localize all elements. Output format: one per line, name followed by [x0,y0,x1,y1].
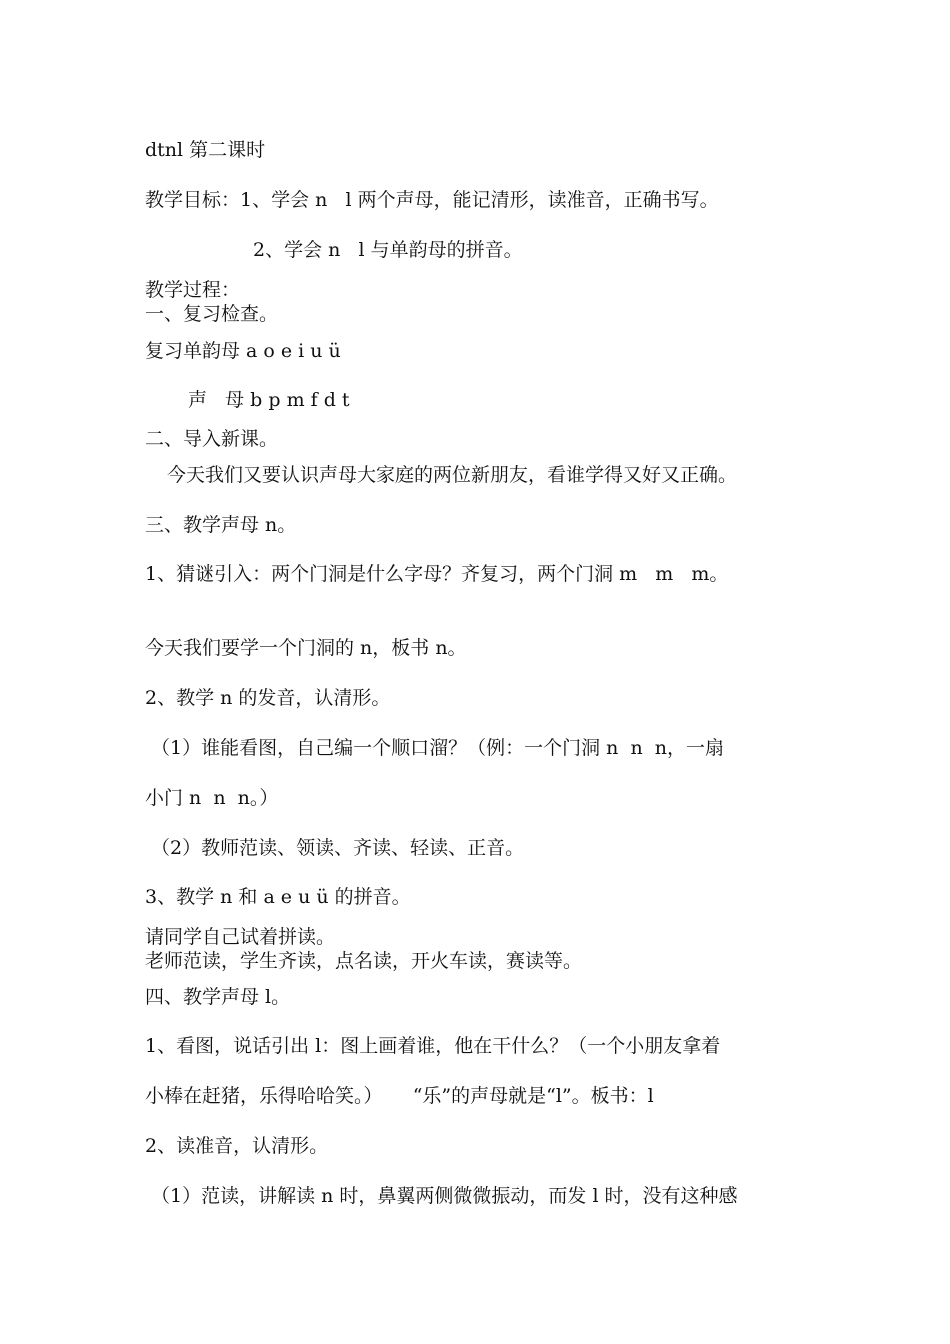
objective-1: 教学目标：1、学会 n l 两个声母，能记清形，读准音，正确书写。 [145,189,719,211]
rhyme-line-2: 小门 n n n。） [145,787,279,809]
teach-n-spelling: 3、教学 n 和 a e u ü 的拼音。 [145,886,411,908]
read-recognize-heading: 2、读准音，认清形。 [145,1135,329,1157]
picture-talk-1: 1、看图，说话引出 l：图上画着谁，他在干什么？（一个小朋友拿着 [145,1035,721,1057]
teach-n-heading: 2、教学 n 的发音，认清形。 [145,687,391,709]
riddle-line: 1、猜谜引入：两个门洞是什么字母？齐复习，两个门洞 m m m。 [145,563,729,585]
lesson-title: dtnl 第二课时 [145,139,266,161]
section-3-heading: 三、教学声母 n。 [145,514,297,536]
section-4-heading: 四、教学声母 l。 [145,986,291,1008]
students-try: 请同学自己试着拼读。 [145,926,336,948]
rhyme-line-1: （1）谁能看图，自己编一个顺口溜？（例：一个门洞 n n n，一扇 [151,737,724,759]
process-heading: 教学过程： [145,279,241,301]
reading-methods: 老师范读，学生齐读，点名读，开火车读，赛读等。 [145,950,583,972]
section-2-heading: 二、导入新课。 [145,428,279,450]
section-1-heading: 一、复习检查。 [145,303,279,325]
model-reading-line: （1）范读，讲解读 n 时，鼻翼两侧微微振动，而发 l 时，没有这种感 [151,1185,738,1207]
objective-2: 2、学会 n l 与单韵母的拼音。 [253,239,523,261]
review-vowels: 复习单韵母 a o e i u ü [145,340,341,362]
teacher-reading: （2）教师范读、领读、齐读、轻读、正音。 [151,837,525,859]
intro-paragraph: 今天我们又要认识声母大家庭的两位新朋友，看谁学得又好又正确。 [167,464,738,486]
review-initials: 声 母 b p m f d t [188,389,350,411]
board-n-line: 今天我们要学一个门洞的 n，板书 n。 [145,637,467,659]
picture-talk-2: 小棒在赶猪，乐得哈哈笑。） “乐”的声母就是“l”。板书：l [145,1085,654,1107]
